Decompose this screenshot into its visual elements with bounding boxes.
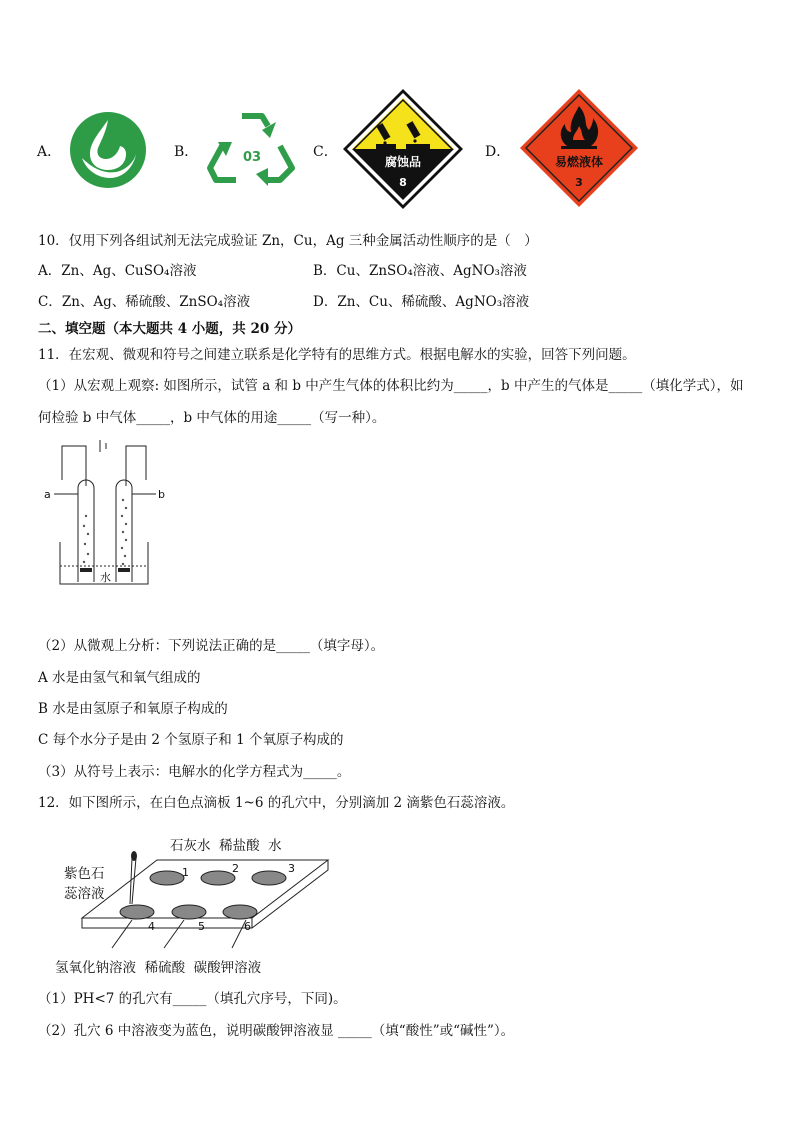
hole-1-number: 1 (182, 866, 189, 879)
spot-plate-bottom-labels: 氢氧化钠溶液 稀硫酸 碳酸钾溶液 (55, 960, 262, 976)
water-label: 水 (100, 571, 111, 584)
water-saving-logo-icon (68, 110, 148, 190)
corrosive-hazard-sign-icon (342, 88, 464, 210)
q10-option-c: C．Zn、Ag、稀硫酸、ZnSO₄溶液 (38, 294, 251, 310)
hole-5-number: 5 (198, 920, 205, 933)
q10-option-d: D．Zn、Cu、稀硫酸、AgNO₃溶液 (313, 294, 530, 310)
flammable-label: 易燃液体 (554, 155, 604, 169)
hole-2-number: 2 (232, 862, 239, 875)
option-d-label: D． (485, 144, 511, 160)
section-heading: 二、填空题（本大题共 4 小题，共 20 分） (38, 321, 301, 337)
hole-6-number: 6 (244, 920, 251, 933)
q11-option-a: A 水是由氢气和氧气组成的 (38, 670, 201, 686)
corrosive-class: 8 (399, 176, 407, 189)
q11-part1-line1: （1）从宏观上观察: 如图所示，试管 a 和 b 中产生气体的体积比约为_____，b 中产生的气体是_____（填化学式），如 (38, 378, 744, 394)
q11-part1-line2: 何检验 b 中气体_____，b 中气体的用途_____（写一种）。 (38, 410, 386, 426)
flammable-liquid-sign-icon (519, 88, 639, 208)
q11-part2: （2）从微观上分析：下列说法正确的是_____（填字母）。 (38, 638, 385, 654)
q11-option-c: C 每个水分子是由 2 个氢原子和 1 个氧原子构成的 (38, 732, 344, 748)
option-c-label: C． (313, 144, 338, 160)
hole-3-number: 3 (288, 862, 295, 875)
flammable-class: 3 (575, 176, 583, 189)
recycle-symbol-icon (206, 108, 298, 188)
option-b-label: B． (174, 144, 199, 160)
recycle-number: 03 (242, 150, 262, 165)
q10-option-b: B．Cu、ZnSO₄溶液、AgNO₃溶液 (313, 263, 527, 279)
q12-stem: 12．如下图所示，在白色点滴板 1~6 的孔穴中，分别滴加 2 滴紫色石蕊溶液。 (38, 795, 515, 811)
tube-a-label: a (44, 488, 51, 501)
option-a-label: A． (37, 144, 62, 160)
q11-option-b: B 水是由氢原子和氧原子构成的 (38, 701, 228, 717)
q10-option-a: A．Zn、Ag、CuSO₄溶液 (38, 263, 197, 279)
litmus-label-line2: 蕊溶液 (64, 886, 105, 902)
q12-part2: （2）孔穴 6 中溶液变为蓝色，说明碳酸钾溶液显 _____（填“酸性”或“碱性”）。 (38, 1023, 515, 1039)
hole-4-number: 4 (148, 920, 155, 933)
litmus-label-line1: 紫色石 (64, 866, 105, 882)
tube-b-label: b (158, 488, 165, 501)
corrosive-label: 腐蚀品 (384, 155, 422, 169)
electrolysis-apparatus-diagram (40, 436, 170, 590)
spot-plate-top-labels: 石灰水 稀盐酸 水 (170, 838, 282, 854)
q10-stem: 10．仅用下列各组试剂无法完成验证 Zn，Cu，Ag 三种金属活动性顺序的是（ ） (38, 233, 538, 249)
q11-stem: 11．在宏观、微观和符号之间建立联系是化学特有的思维方式。根据电解水的实验，回答下列问题。 (38, 347, 636, 363)
q12-part1: （1）PH<7 的孔穴有_____（填孔穴序号，下同)。 (38, 991, 347, 1007)
q11-part3: （3）从符号上表示：电解水的化学方程式为_____。 (38, 764, 351, 780)
